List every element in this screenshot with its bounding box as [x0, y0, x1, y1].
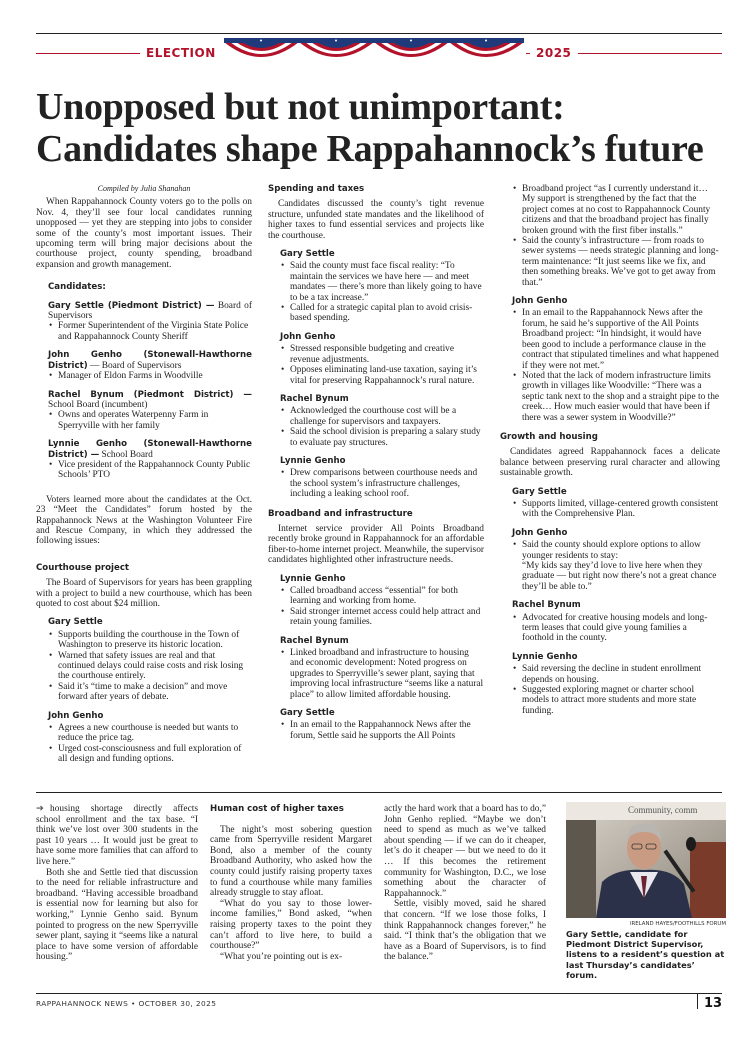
continuation-paragraph: Settle, visibly moved, said he shared that concern. “If we lose those folks, I think Rappahannock changes forever,” he said. “I think that’s the obligation that we have as a Board of Supervisors, is to find the balance.” — [384, 899, 546, 963]
footer-divider — [697, 993, 698, 1009]
headline — [36, 86, 726, 170]
list-item: • Suggested exploring magnet or charter school models to attract more students and more state funding. — [522, 685, 720, 716]
list-item: • Said the county’s infrastructure — from roads to sewer systems — needs strategic planning and long-term maintenance: “It just seems like we fix, and then something breaks. We’ve got to get away from that.” — [522, 236, 720, 288]
speaker-name: John Genho — [512, 296, 568, 307]
photo-caption: Gary Settle, candidate for Piedmont District Supervisor, listens to a resident’s question at last Thursday’s candidates’ forum. — [566, 929, 725, 980]
candidate-lynnie-genho: Lynnie Genho (Stonewall-Hawthorne District) — School Board — [48, 439, 252, 460]
list-item: • Stressed responsible budgeting and creative revenue adjustments. — [290, 344, 484, 365]
list-item: • Supports building the courthouse in the Town of Washington to preserve its historic location. — [58, 630, 252, 651]
list-item: • Opposes eliminating land-use taxation, saying it’s vital for preserving Rappahannock’s rural nature. — [290, 365, 484, 386]
list-item: • Linked broadband and infrastructure to housing and economic development: Noted progress on upgrades to Sperryville’s sewer plant, saying that improving local infrastructure “seems like a natural place” to allow limited affordable housing. — [290, 648, 484, 700]
page-number: 13 — [704, 996, 723, 1011]
list-item: • Drew comparisons between courthouse needs and the school system’s infrastructure challenges, including a leaking school roof. — [290, 468, 484, 499]
speaker-name: John Genho — [280, 331, 336, 342]
section-heading-broadband: Broadband and infrastructure — [268, 508, 413, 519]
list-item: • Warned that safety issues are real and that continued delays could raise costs and risk losing the courthouse entirely. — [58, 651, 252, 682]
list-item: • Advocated for creative housing models and long-term leases that could give young families a foothold in the county. — [522, 613, 720, 644]
continuation-paragraph: Both she and Settle tied that discussion to the need for reliable infrastructure and broadband. “Having accessible broadband is essential now for learning but also for working,” Lynnie Genho said. Bynum pointed to progress on the new Sperryville sewer plant, saying it “seems like a natural place to have some version of affordable housing.” — [36, 867, 198, 963]
headline-line-1: Unopposed but not unimportant: — [36, 86, 565, 128]
list-item: • In an email to the Rappahannock News after the forum, Settle said he supports the All Points — [290, 720, 484, 741]
spending-paragraph: Candidates discussed the county’s tight revenue structure, unfunded state mandates and the likelihood of higher taxes to fund essential services and projects like the courthouse. — [268, 199, 484, 241]
banner-rule-right — [578, 53, 722, 54]
list-item: • Urged cost-consciousness and full exploration of all design and funding options. — [58, 744, 252, 765]
speaker-name: Lynnie Genho — [280, 573, 346, 584]
list-item: • In an email to the Rappahannock News after the forum, he said he’s supportive of the All Points Broadband project: “In hindsight, it would have been good to include a performance clause in the contract that stipulated timelines and what happened if they were not met.” — [522, 308, 720, 370]
list-item: • Said reversing the decline in student enrollment depends on housing. — [522, 664, 720, 685]
continued-arrow-icon: ➔ — [36, 803, 44, 814]
growth-paragraph: Candidates agreed Rappahannock faces a delicate balance between preserving rural character and allowing sustainable growth. — [500, 447, 720, 479]
headline-line-2: Candidates shape Rappahannock’s future — [36, 128, 704, 170]
section-heading-taxes: Human cost of higher taxes — [210, 804, 344, 814]
banner-right-label: 2025 — [536, 46, 572, 60]
section-heading-courthouse: Courthouse project — [36, 562, 130, 573]
broadband-paragraph: Internet service provider All Points Broadband recently broke ground in Rappahannock for an affordable fiber-to-home internet project. Meanwhile, the supervisor candidates highlighted other infrastructure needs. — [268, 523, 484, 566]
candidate-bynum: Rachel Bynum (Piedmont District) — School Board (incumbent) — [48, 389, 252, 410]
list-item: • Said it’s “time to make a decision” and move forward after years of debate. — [58, 682, 252, 703]
list-item: • Said the county should explore options to allow younger residents to stay: “My kids say they’d love to live here when they graduate — but right now there’s not a great chance they’ll be able to.” — [522, 540, 720, 592]
list-item: • Said stronger internet access could help attract and retain young families. — [290, 607, 484, 628]
forum-paragraph: Voters learned more about the candidates at the Oct. 23 “Meet the Candidates” forum hosted by the Rappahannock News at the Washington Volunteer Fire and Rescue Company, in which they addressed the following issues: — [36, 494, 252, 547]
speaker-name: Gary Settle — [48, 617, 103, 628]
news-photo — [566, 802, 726, 918]
photo-credit: IRELAND HAYES/FOOTHILLS FORUM — [629, 921, 726, 927]
speaker-name: Lynnie Genho — [512, 651, 578, 662]
continuation-paragraph: The night’s most sobering question came from Sperryville resident Margaret Bond, also a member of the county Broadband Authority, who asked how the county could justify raising property taxes to fund a courthouse while many families already struggle to stay afloat. — [210, 824, 372, 899]
candidates-heading: Candidates: — [48, 282, 106, 293]
speaker-name: Gary Settle — [280, 708, 335, 719]
candidate-settle: Gary Settle (Piedmont District) — Board of Supervisors — [48, 300, 252, 322]
list-item: • Manager of Eldon Farms in Woodville — [58, 371, 252, 381]
list-item: • Former Superintendent of the Virginia State Police and Rappahannock County Sheriff — [58, 321, 252, 342]
list-item: • Said the school division is preparing a salary study to evaluate pay structures. — [290, 427, 484, 448]
article-column-2 — [268, 184, 484, 741]
continuation-paragraph: “What do you say to those lower-income families,” Bond asked, “when raising property taxes to the point they can’t afford to live here, to build a courthouse?” — [210, 898, 372, 952]
speaker-name: Rachel Bynum — [512, 600, 581, 611]
speaker-name: Gary Settle — [280, 249, 335, 260]
list-item-continued: • Broadband project “as I currently understand it… My support is strengthened by the fact that the project comes at no cost to Rappahannock County citizens and that the broadband project has finally broken ground with the first fiber installs.” — [522, 184, 720, 236]
candidate-john-genho: John Genho (Stonewall-Hawthorne District) — Board of Supervisors — [48, 350, 252, 371]
photo-image — [566, 802, 726, 918]
election-banner — [36, 42, 722, 66]
list-item: • Agrees a new courthouse is needed but wants to reduce the price tag. — [58, 723, 252, 744]
article-column-3 — [500, 184, 720, 716]
continuation-paragraph: ➔ housing shortage directly affects school enrollment and the tax base. “I think we’ve lost over 300 students in the past 10 years … It would just be great to have some more families that can afford to live here.” — [36, 803, 198, 867]
candidate-settle-bullets — [36, 321, 252, 342]
footer-rule — [36, 993, 722, 994]
continuation-paragraph: “What you’re pointing out is ex- — [220, 951, 343, 962]
list-item: • Vice president of the Rappahannock County Public Schools’ PTO — [58, 460, 252, 481]
list-item: • Noted that the lack of modern infrastructure limits growth in villages like Woodville: “There was a septic tank next to the shop and a straight pipe to the creek… How much easier would that have been if there was a sewer system in Woodville?” — [522, 371, 720, 423]
section-heading-spending: Spending and taxes — [268, 184, 365, 194]
photo-sign-text: Community, comm — [628, 805, 698, 815]
banner-left-label: ELECTION — [146, 46, 216, 60]
byline: Compiled by Julia Shanahan — [97, 184, 191, 193]
banner-rule-left — [36, 53, 140, 54]
list-item: • Called broadband access “essential” for both learning and working from home. — [290, 586, 484, 607]
continuation-column-3 — [384, 804, 546, 963]
intro-paragraph: When Rappahannock County voters go to the polls on Nov. 4, they’ll see four local candidates running unopposed — yet they are stepping into jobs to consider some of the county’s most important issues. Their upcoming term will bring major decisions about the courthouse project, county spending, broadband expansion and growth management. — [36, 197, 252, 270]
speaker-name: Gary Settle — [512, 486, 567, 497]
speaker-name: John Genho — [48, 710, 104, 721]
footer-publication: RAPPAHANNOCK NEWS • OCTOBER 30, 2025 — [36, 999, 217, 1008]
courthouse-paragraph: The Board of Supervisors for years has been grappling with a project to build a new courthouse, which has been quoted to cost about $24 million. — [36, 578, 252, 609]
list-item: • Supports limited, village-centered growth consistent with the Comprehensive Plan. — [522, 499, 720, 520]
continuation-column-2 — [210, 804, 372, 962]
list-item: • Owns and operates Waterpenny Farm in Sperryville with her family — [58, 410, 252, 431]
section-heading-growth: Growth and housing — [500, 431, 598, 442]
continuation-column-1 — [36, 804, 198, 963]
list-item: • Said the county must face fiscal reality: “To maintain the services we have here — and meet mandates — there’s more than likely going to have to be a tax increase.” — [290, 261, 484, 303]
bunting-icon — [224, 38, 524, 72]
speaker-name: Lynnie Genho — [280, 455, 346, 466]
section-divider — [36, 792, 722, 793]
list-item: • Called for a strategic capital plan to avoid crisis-based spending. — [290, 303, 484, 324]
continuation-paragraph: actly the hard work that a board has to do,” John Genho replied. “Maybe we don’t need to spend as much as we’ve talked about spending — if we can do it cheaper, let’s do it cheaper — but we need to do it … If this becomes the retirement community for Washington, D.C., we lose something about the character of Rappahannock.” — [384, 804, 546, 899]
article-column-1 — [36, 184, 252, 765]
quote: “My kids say they’d love to live here when they graduate — but right now there’s not a great chance they’ll be able to.” — [522, 561, 717, 592]
speaker-name: John Genho — [512, 527, 568, 538]
speaker-name: Rachel Bynum — [280, 635, 349, 646]
list-item: • Acknowledged the courthouse cost will be a challenge for supervisors and taxpayers. — [290, 406, 484, 427]
speaker-name: Rachel Bynum — [280, 393, 349, 404]
top-rule — [36, 33, 722, 34]
